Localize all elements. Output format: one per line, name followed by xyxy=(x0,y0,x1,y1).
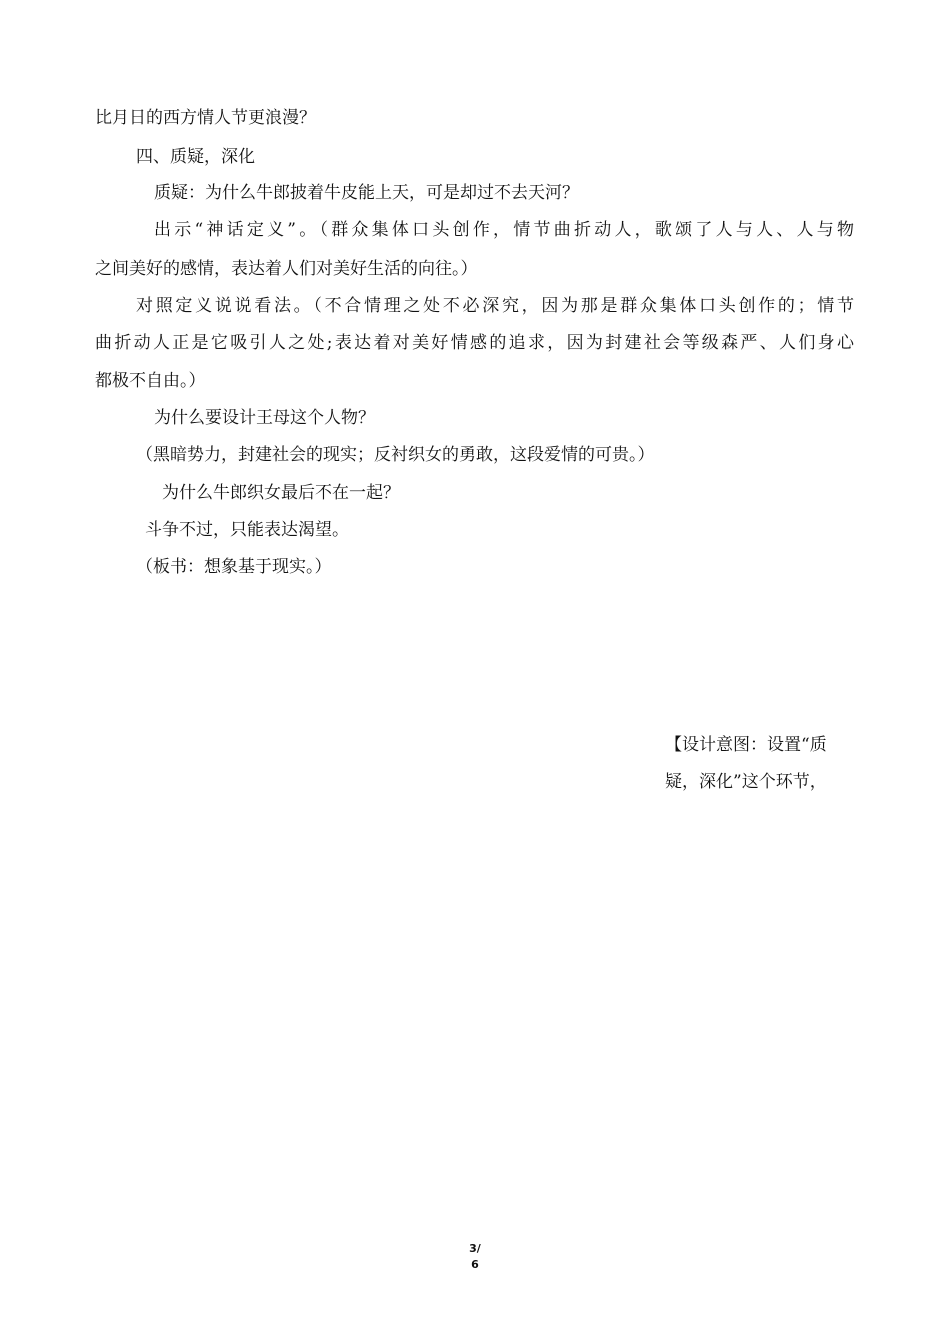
opinion-line-1: 对照定义说说看法。（不合情理之处不必深究，因为那是群众集体口头创作的；情节 xyxy=(136,296,854,316)
question-wangmu: 为什么要设计王母这个人物？ xyxy=(154,408,375,428)
design-note-line-1: 【设计意图：设置“质 xyxy=(665,735,827,755)
definition-line-1: 出示“神话定义”。（群众集体口头创作，情节曲折动人，歌颂了人与人、人与物 xyxy=(154,220,854,240)
opinion-line-3: 都极不自由。） xyxy=(95,371,206,391)
opinion-line-2: 曲折动人正是它吸引人之处;表达着对美好情感的追求，因为封建社会等级森严、人们身心 xyxy=(95,333,854,353)
page-number-current: 3/ xyxy=(469,1242,481,1255)
design-note-line-2: 疑，深化”这个环节， xyxy=(665,772,827,792)
page-number xyxy=(455,1241,495,1273)
answer-ending: 斗争不过，只能表达渴望。 xyxy=(145,520,349,540)
section-heading: 四、质疑，深化 xyxy=(136,147,255,167)
blackboard-note: （板书：想象基于现实。） xyxy=(136,557,332,577)
answer-wangmu: （黑暗势力，封建社会的现实；反衬织女的勇敢，这段爱情的可贵。） xyxy=(136,445,655,465)
page-number-total: 6 xyxy=(471,1258,479,1271)
definition-line-2: 之间美好的感情，表达着人们对美好生活的向往。） xyxy=(95,259,478,279)
question-ending: 为什么牛郎织女最后不在一起？ xyxy=(162,483,400,503)
question-line: 质疑：为什么牛郎披着牛皮能上天，可是却过不去天河？ xyxy=(154,183,579,203)
text-line-1: 比月日的西方情人节更浪漫？ xyxy=(95,108,316,128)
